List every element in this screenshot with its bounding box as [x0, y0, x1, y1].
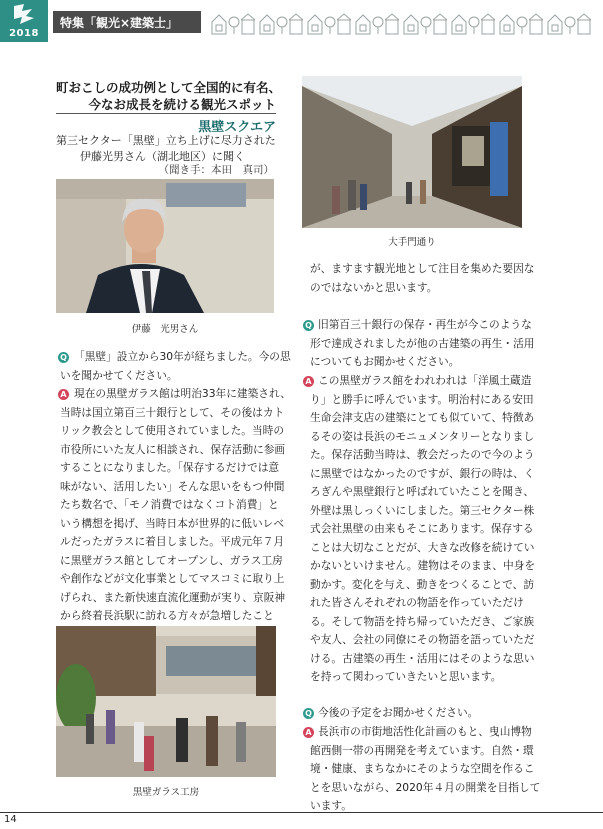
body-line: 形で達成されましたが他の古建築の再生・活用: [310, 337, 535, 350]
subtitle-line-1: 第三セクター「黒壁」立ち上げに尽力された: [56, 134, 276, 147]
body-line: 現在の黒壁ガラス館は明治33年に建築され、: [74, 387, 291, 400]
body-line: ろぎんや黒壁銀行と呼ばれていたことを聞き、: [310, 485, 535, 498]
body-line: を持って関わっていきたいと思います。: [310, 670, 502, 683]
workshop-caption: 黒壁ガラス工房: [132, 787, 200, 798]
body-line: ルだったガラスに着目しました。平成元年７月: [60, 535, 285, 548]
body-line: いを聞かせてください。: [60, 369, 178, 382]
body-line: 式会社黒壁の由来もそこにあります。保存する: [310, 522, 534, 535]
body-line: に黒壁ではなかったのですが、銀行の時は、く: [310, 467, 535, 480]
body-line: 長浜市の市街地活性化計画のもと、曳山博物: [318, 725, 532, 738]
headline-line-1: 町おこしの成功例として全国的に有名、: [56, 80, 282, 95]
answer-marker-icon: A: [58, 389, 69, 400]
body-line: 当時は国立第百三十銀行として、その後はカト: [60, 406, 285, 419]
body-line: とを思いながら、2020年４月の開業を目指して: [310, 781, 541, 794]
body-line: いう構想を掲げ、当時日本が世界的に低いレベ: [60, 517, 285, 530]
body-line: 市役所にいた友人に相談され、保存活動に参画: [60, 443, 286, 456]
answer-marker-icon: A: [303, 376, 314, 387]
body-line: 外壁は黒しっくいにしました。第三セクター株: [310, 504, 535, 517]
body-line: るその姿は長浜のモニュメンタリーとなりまし: [310, 430, 535, 443]
body-line: る。そして物語を持ち帰っていただき、ご家族: [310, 615, 535, 628]
body-line: たち数名で、「モノ消費ではなくコト消費」と: [60, 498, 279, 511]
question-marker-icon: Q: [303, 708, 314, 719]
body-line: することになりました。「保存するだけでは意: [60, 461, 280, 474]
logo-mark-icon: [10, 2, 38, 26]
portrait-caption: 伊藤 光男さん: [131, 324, 199, 335]
body-line: リック教会として使用されていました。当時の: [60, 424, 285, 437]
body-line: かないといけません。建物はそのまま、中身を: [310, 559, 536, 572]
house-pattern-decoration: [210, 10, 600, 36]
interviewer-credit: （聞き手：本田 真司）: [158, 164, 274, 176]
body-line: が、ますます観光地として注目を集めた要因な: [310, 262, 535, 275]
body-line: 館西側一帯の再開発を考えています。自然・環: [310, 744, 534, 757]
body-line: います。: [310, 799, 352, 812]
body-line: に黒壁ガラス館としてオープンし、ガラス工房: [60, 554, 283, 567]
street-caption: 大手門通り: [388, 237, 436, 248]
body-line: ことは大切なことだが、大きな改修を続けてい: [310, 541, 535, 554]
body-line: り」と勝手に呼んでいます。明治村にある安田: [310, 393, 534, 406]
body-line: から終着長浜駅に訪れる方々が急増したこと: [60, 609, 274, 622]
body-line: 今後の予定をお聞かせください。: [318, 706, 479, 719]
portrait-photo: [56, 179, 274, 313]
answer-marker-icon: A: [303, 727, 314, 738]
body-line: のではないかと思います。: [310, 281, 438, 294]
body-line: 境・健康、まちなかにそのような空間を作るこ: [310, 762, 535, 775]
question-marker-icon: Q: [303, 320, 314, 331]
body-line: た。保存活動当時は、教会だったので今のよう: [310, 448, 535, 461]
body-line: れた皆さんそれぞれの物語を作っていただけ: [310, 596, 524, 609]
body-line: ける。古建築の再生・活用にはそのような思い: [310, 652, 535, 665]
section-title: 特集「観光×建築士」: [60, 16, 179, 30]
headline-line-2: 今なお成長を続ける観光スポット: [88, 97, 276, 112]
body-line: 「黒壁」設立から30年が経ちました。今の思: [74, 350, 291, 363]
logo-year: 2018: [9, 28, 39, 39]
question-marker-icon: Q: [58, 352, 69, 363]
body-line: や友人、会社の同僚にその物語を語っていただ: [310, 633, 535, 646]
body-line: 味がない、活用したい」そんな思いをもつ仲間: [60, 480, 285, 493]
page-number: 14: [4, 814, 17, 825]
headline-divider: [56, 113, 276, 114]
workshop-photo: [56, 626, 276, 777]
street-photo: [302, 76, 522, 228]
subtitle-line-2: 伊藤光男さん（湖北地区）に聞く: [80, 150, 245, 163]
body-line: 生命会津支店の建築にとても似ていて、特徴あ: [310, 411, 535, 424]
body-line: 動かす。変化を与え、動きをつくることで、訪: [310, 578, 535, 591]
body-line: や創作などが文化事業としてマスコミに取り上: [60, 572, 285, 585]
subject-name: 黒壁スクエア: [198, 120, 276, 135]
body-line: この黒壁ガラス館をわれわれは「洋風土蔵造: [318, 374, 532, 387]
body-line: げられ、また新快速直流化運動が実り、京阪神: [60, 591, 286, 604]
footer-divider: [0, 812, 603, 813]
body-line: についてもお聞かせください。: [310, 355, 460, 368]
body-line: 旧第百三十銀行の保存・再生が今このような: [318, 318, 532, 331]
